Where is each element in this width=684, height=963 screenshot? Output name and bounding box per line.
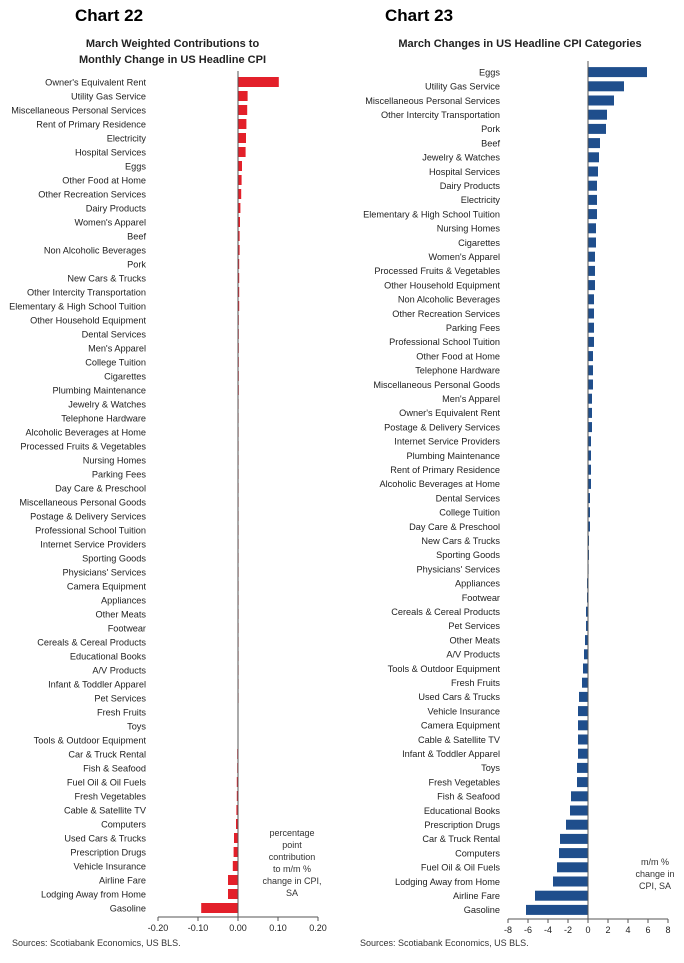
right-category-label: Camera Equipment [420,720,500,731]
right-bar [559,848,588,858]
left-bar [201,903,238,913]
right-bar [588,380,593,390]
right-category-label: Lodging Away from Home [394,876,500,887]
left-category-label: Vehicle Insurance [73,861,146,872]
right-unit-note: CPI, SA [638,881,672,891]
left-category-label: Cable & Satellite TV [63,805,146,816]
left-category-label: Cigarettes [104,371,146,382]
right-category-label: Miscellaneous Personal Services [365,95,500,106]
right-bar [588,195,597,205]
left-category-label: Infant & Toddler Apparel [48,679,146,690]
left-category-label: Beef [127,231,146,242]
right-x-tick-label: 0 [585,925,591,935]
right-unit-note: change in [635,869,675,879]
right-x-tick-label: -8 [503,925,513,935]
right-bar [571,791,588,801]
right-bar [588,323,594,333]
left-category-label: Non Alcoholic Beverages [43,245,146,256]
right-category-label: Toys [481,763,500,774]
left-category-label: Telephone Hardware [61,413,146,424]
right-bar [578,720,588,730]
left-category-label: Sporting Goods [82,553,146,564]
left-title-line-2: Monthly Change in US Headline CPI [78,54,267,66]
right-category-label: Footwear [461,592,500,603]
left-category-label: Miscellaneous Personal Goods [19,497,146,508]
left-category-label: Electricity [106,133,146,144]
right-category-label: Computers [455,848,500,859]
left-x-tick-label: -0.10 [187,923,209,933]
left-bar [238,105,247,115]
chart-23-label: Chart 23 [385,6,454,25]
right-category-label: Fresh Vegetables [428,777,500,788]
right-bar [577,777,588,787]
left-category-label: Lodging Away from Home [40,889,146,900]
right-category-label: Day Care & Preschool [409,521,500,532]
right-category-label: Miscellaneous Personal Goods [373,379,500,390]
left-category-label: Footwear [107,623,146,634]
left-category-label: Pet Services [94,693,146,704]
right-category-label: Pet Services [448,621,500,632]
left-category-label: Men's Apparel [88,343,146,354]
right-category-label: Other Household Equipment [384,280,500,291]
left-category-label: Dairy Products [85,203,146,214]
right-category-label: Beef [481,138,500,149]
left-category-label: Alcoholic Beverages at Home [25,427,146,438]
left-category-label: Parking Fees [91,469,146,480]
left-category-label: Elementary & High School Tuition [9,301,146,312]
right-bar [588,266,595,276]
right-category-label: Other Intercity Transportation [381,110,500,120]
left-x-tick-label: -0.20 [147,923,169,933]
left-category-label: College Tuition [85,357,146,368]
right-x-tick-label: -2 [563,925,573,935]
left-category-label: Physicians' Services [62,567,146,578]
left-bar [233,861,238,871]
right-category-label: Utility Gas Service [424,81,500,92]
right-bar [578,735,588,745]
left-unit-note: contribution [268,852,316,862]
left-category-label: Fresh Vegetables [74,791,146,802]
right-category-label: Fresh Fruits [450,678,500,688]
right-bar [579,692,588,702]
left-x-tick-label: 0.00 [229,923,247,933]
right-category-label: Infant & Toddler Apparel [402,749,500,759]
right-category-label: Gasoline [463,905,500,916]
left-category-label: Other Intercity Transportation [27,287,146,298]
right-category-label: Telephone Hardware [415,365,500,376]
right-bar [588,167,598,177]
right-category-label: Airline Fare [453,891,500,901]
left-unit-note: point [282,840,302,850]
right-unit-note: m/m % [641,857,669,867]
right-bar [588,365,593,375]
left-bar [234,833,238,843]
right-category-label: Car & Truck Rental [422,834,500,845]
right-x-tick-label: -4 [543,925,553,935]
right-chart-title: March Changes in US Headline CPI Categories [398,38,642,50]
left-category-label: Cereals & Cereal Products [37,637,146,648]
right-x-tick-label: 6 [645,925,651,935]
left-bar [238,77,279,87]
right-bar [588,67,647,77]
left-bar [238,119,246,129]
right-category-label: Plumbing Maintenance [406,450,500,461]
left-category-label: Other Food at Home [62,175,146,186]
right-category-label: Nursing Homes [436,223,500,234]
right-category-label: Dental Services [435,493,500,504]
right-bar [588,124,606,134]
right-bar [588,238,596,248]
right-bar [578,749,588,759]
left-category-label: Appliances [101,595,146,606]
left-unit-note: change in CPI, [262,876,322,886]
right-category-label: New Cars & Trucks [421,536,500,546]
right-category-label: Owner's Equivalent Rent [399,408,500,419]
right-category-label: Elementary & High School Tuition [363,209,500,220]
right-bar [560,834,588,844]
right-bar [570,806,588,816]
left-category-label: Fresh Fruits [96,707,146,718]
right-x-tick-label: 2 [605,925,611,935]
left-category-label: Utility Gas Service [70,91,146,102]
left-unit-note: SA [285,888,299,898]
right-category-label: Educational Books [423,805,500,816]
left-category-label: Other Meats [95,609,146,620]
right-sources: Sources: Scotiabank Economics, US BLS. [360,938,529,948]
right-category-label: Other Food at Home [416,351,500,362]
right-category-label: Pork [481,124,500,135]
right-category-label: Physicians' Services [416,564,500,575]
left-category-label: Jewelry & Watches [68,399,146,410]
left-category-label: Plumbing Maintenance [52,385,146,396]
right-category-label: Jewelry & Watches [422,152,500,163]
right-bar [557,862,588,872]
right-category-label: Cigarettes [458,237,500,248]
right-bar [582,678,588,688]
right-bar [588,96,614,106]
left-category-label: Computers [101,819,146,830]
left-category-label: Other Household Equipment [30,315,146,326]
right-bar [566,820,588,830]
left-bar [234,847,238,857]
right-bar [588,152,599,162]
left-bar [228,889,238,899]
right-category-label: Cereals & Cereal Products [391,607,500,617]
right-category-label: Tools & Outdoor Equipment [387,663,500,674]
left-category-label: Educational Books [69,651,146,662]
left-category-label: Toys [127,721,146,732]
left-category-label: Tools & Outdoor Equipment [33,735,146,746]
right-bar [583,664,588,674]
left-category-label: Other Recreation Services [38,189,146,200]
left-category-label: Processed Fruits & Vegetables [20,441,146,452]
left-category-label: Fuel Oil & Oil Fuels [66,777,146,788]
left-category-label: Dental Services [81,329,146,340]
right-bar [588,138,600,148]
left-category-label: Pork [127,259,146,270]
right-bar [588,223,596,233]
right-category-label: Used Cars & Trucks [418,692,500,703]
right-bar [588,110,607,120]
left-category-label: Airline Fare [99,875,146,886]
right-bar [526,905,588,915]
right-category-label: Rent of Primary Residence [390,465,500,475]
right-bar [588,394,592,404]
right-bar [588,181,597,191]
left-bar [238,133,246,143]
left-category-label: Nursing Homes [82,455,146,466]
right-bar [588,280,595,290]
left-category-label: A/V Products [92,665,146,676]
right-bar [588,209,597,219]
left-category-label: New Cars & Trucks [67,273,146,284]
right-bar [577,763,588,773]
right-category-label: Prescription Drugs [424,820,500,830]
left-bar [238,147,246,157]
right-category-label: Fuel Oil & Oil Fuels [420,862,500,873]
right-bar [535,891,588,901]
right-category-label: Sporting Goods [436,550,500,561]
left-category-label: Eggs [125,161,146,172]
right-category-label: Other Recreation Services [392,308,500,319]
right-category-label: Other Meats [449,635,500,646]
left-category-label: Internet Service Providers [40,539,146,550]
right-bar [588,337,594,347]
left-category-label: Rent of Primary Residence [36,119,146,130]
left-bar [228,875,238,885]
right-category-label: Professional School Tuition [389,337,500,348]
left-category-label: Car & Truck Rental [68,749,146,760]
right-category-label: Alcoholic Beverages at Home [379,479,500,490]
right-category-label: Men's Apparel [442,394,500,404]
right-category-label: Hospital Services [429,166,500,177]
right-category-label: Electricity [460,195,500,206]
right-bar [588,408,592,418]
right-category-label: Dairy Products [439,181,500,191]
left-category-label: Postage & Delivery Services [30,511,146,522]
right-category-label: Parking Fees [445,323,500,333]
right-x-tick-label: -6 [523,925,533,935]
left-category-label: Miscellaneous Personal Services [11,105,146,116]
left-category-label: Used Cars & Trucks [64,833,146,844]
right-category-label: A/V Products [446,649,500,660]
right-category-label: Women's Apparel [428,252,500,262]
right-bar [588,252,595,262]
right-category-label: Non Alcoholic Beverages [397,294,500,305]
left-x-tick-label: 0.10 [269,923,287,933]
left-category-label: Day Care & Preschool [55,483,146,494]
left-unit-note: percentage [269,828,315,838]
right-category-label: College Tuition [439,507,500,518]
right-bar [588,309,594,319]
left-bar [238,175,242,185]
left-category-label: Professional School Tuition [35,525,146,536]
right-bar [588,422,592,432]
right-category-label: Internet Service Providers [394,436,500,447]
left-x-tick-label: 0.20 [309,923,327,933]
left-unit-note: to m/m % [272,864,312,874]
right-category-label: Postage & Delivery Services [384,422,500,433]
right-bar [588,81,624,91]
chart-22-label: Chart 22 [75,6,144,25]
left-sources: Sources: Scotiabank Economics, US BLS. [12,938,181,948]
right-category-label: Processed Fruits & Vegetables [374,266,500,277]
right-bar [588,351,593,361]
right-bar [584,649,588,659]
right-category-label: Eggs [479,67,500,78]
left-category-label: Gasoline [109,903,146,914]
right-category-label: Cable & Satellite TV [417,734,500,745]
left-category-label: Fish & Seafood [83,763,146,774]
right-bar [588,294,594,304]
right-category-label: Vehicle Insurance [427,706,500,717]
right-x-tick-label: 4 [625,925,631,935]
left-bar [238,161,242,171]
right-bar [578,706,588,716]
left-category-label: Owner's Equivalent Rent [45,77,146,88]
left-category-label: Camera Equipment [66,581,146,592]
right-category-label: Fish & Seafood [437,791,500,802]
left-category-label: Hospital Services [75,147,146,158]
right-x-tick-label: 8 [665,925,671,935]
right-bar [553,877,588,887]
left-title-line-1: March Weighted Contributions to [85,38,260,50]
left-category-label: Women's Apparel [74,217,146,228]
right-category-label: Appliances [455,578,500,589]
left-category-label: Prescription Drugs [70,847,146,858]
left-bar [238,91,248,101]
